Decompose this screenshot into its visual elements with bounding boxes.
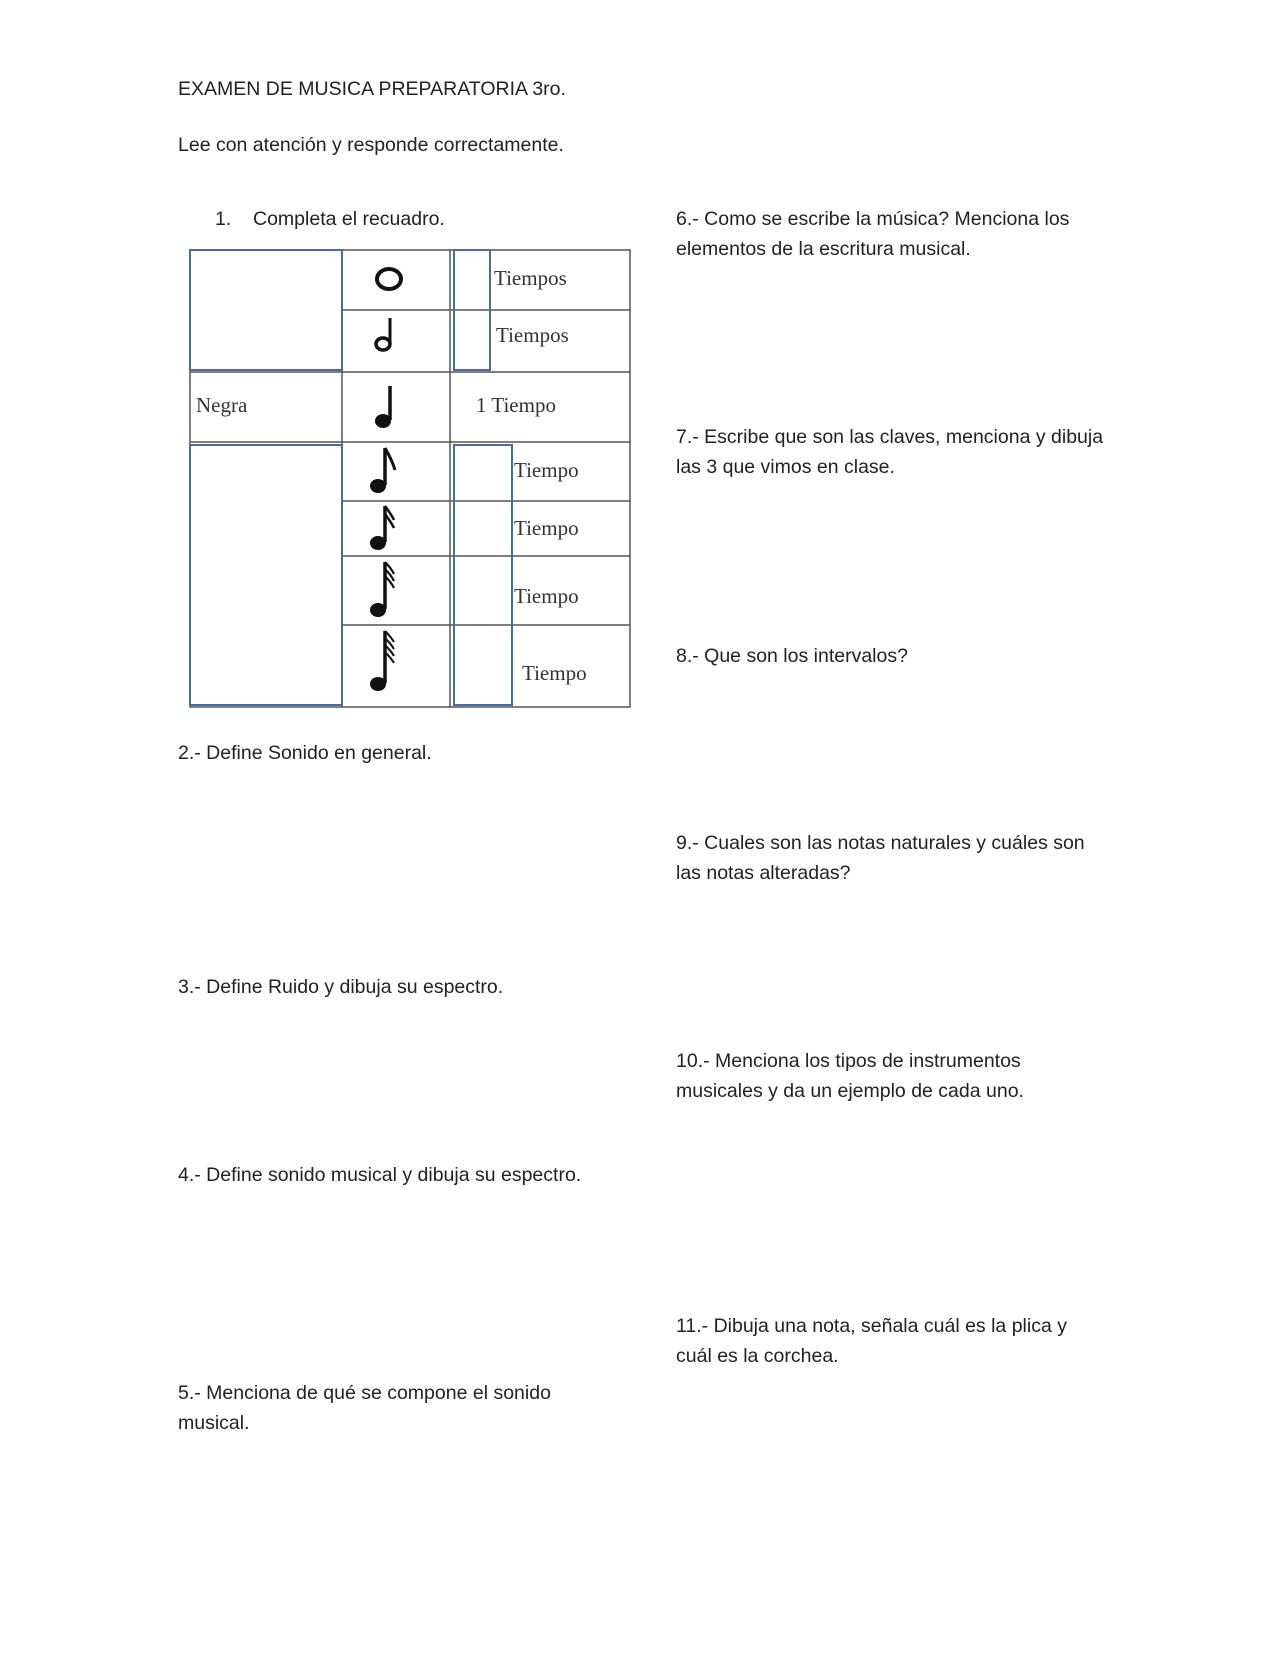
question-1-number: 1. <box>215 208 232 230</box>
half-note-icon <box>376 318 390 350</box>
row-3-name: Negra <box>196 393 248 417</box>
question-10: 10.- Menciona los tipos de instrumentos musicales y da un ejemplo de cada uno. <box>676 1050 1024 1102</box>
question-6: 6.- Como se escribe la música? Menciona los elementos de la escritura musical. <box>676 208 1070 260</box>
answer-boxes <box>190 250 512 705</box>
question-4: 4.- Define sonido musical y dibuja su espectro. <box>178 1164 582 1186</box>
row-5-duration: Tiempo <box>514 516 579 540</box>
row-2-duration: Tiempos <box>496 323 569 347</box>
row-1-duration: Tiempos <box>494 266 567 290</box>
note-values-table <box>186 248 632 711</box>
question-5: 5.- Menciona de qué se compone el sonido musical. <box>178 1382 551 1434</box>
eighth-note-icon <box>370 448 395 493</box>
sixteenth-note-icon <box>370 506 394 550</box>
exam-title: EXAMEN DE MUSICA PREPARATORIA 3ro. <box>178 78 566 100</box>
answer-box-name-top[interactable] <box>190 250 342 370</box>
question-9: 9.- Cuales son las notas naturales y cuáles son las notas alteradas? <box>676 832 1085 884</box>
row-6-duration: Tiempo <box>514 584 579 608</box>
sixty-fourth-note-icon <box>370 631 394 691</box>
quarter-note-icon <box>375 386 391 428</box>
answer-box-duration-bottom[interactable] <box>454 445 512 705</box>
question-7: 7.- Escribe que son las claves, menciona y dibuja las 3 que vimos en clase. <box>676 426 1104 478</box>
row-7-duration: Tiempo <box>522 661 587 685</box>
thirty-second-note-icon <box>370 562 394 617</box>
row-3-duration: 1 Tiempo <box>476 393 556 417</box>
question-1-text: Completa el recuadro. <box>253 208 445 230</box>
row-4-duration: Tiempo <box>514 458 579 482</box>
whole-note-icon <box>377 269 401 289</box>
question-2: 2.- Define Sonido en general. <box>178 742 432 764</box>
answer-box-name-bottom[interactable] <box>190 445 342 705</box>
question-1 <box>215 204 445 234</box>
question-11: 11.- Dibuja una nota, señala cuál es la plica y cuál es la corchea. <box>676 1315 1067 1367</box>
instruction-text: Lee con atención y responde correctamente. <box>178 134 564 156</box>
question-3: 3.- Define Ruido y dibuja su espectro. <box>178 976 504 998</box>
question-8: 8.- Que son los intervalos? <box>676 645 908 667</box>
